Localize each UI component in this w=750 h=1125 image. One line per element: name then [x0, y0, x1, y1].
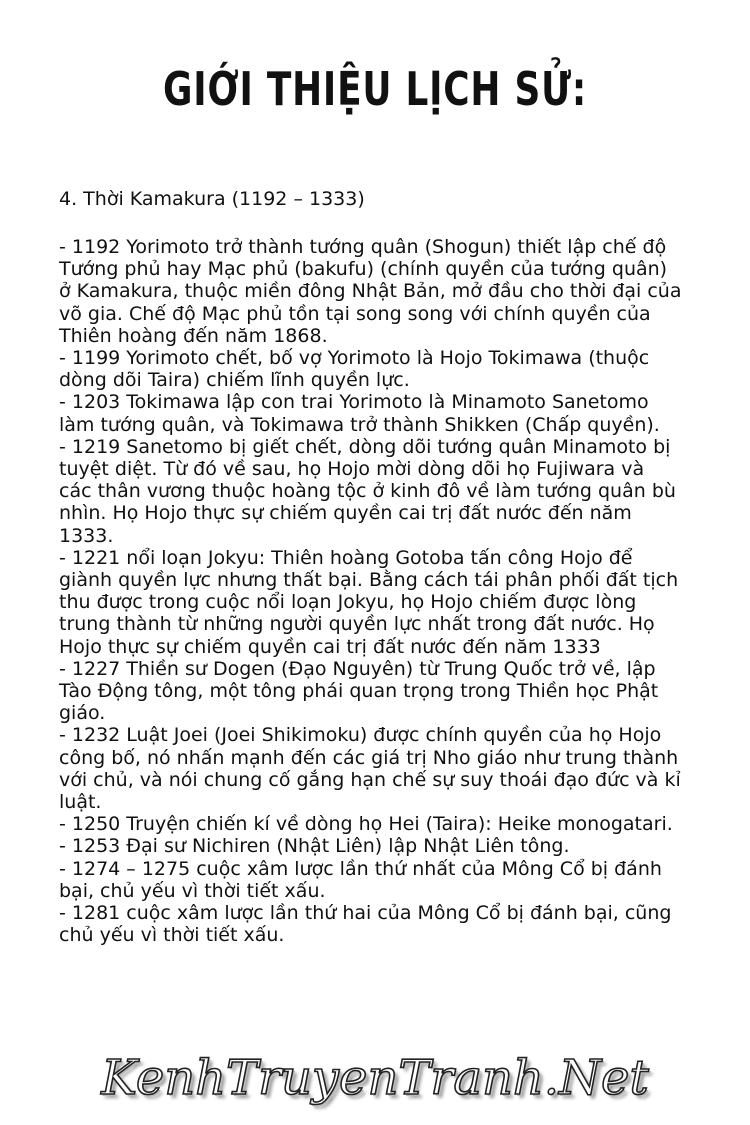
history-entry: [59, 347, 709, 391]
entry-line: - 1219 Sanetomo bị giết chết, dòng dõi tướng quân Minamoto bị: [59, 435, 671, 458]
entry-line: Hojo thực sự chiếm quyền cai trị đất nước đến năm 1333: [59, 635, 601, 658]
entry-line: với chủ, và nói chung cố gắng hạn chế sự suy thoái đạo đức và kỉ: [59, 768, 681, 791]
entry-line: - 1203 Tokimawa lập con trai Yorimoto là Minamoto Sanetomo: [59, 391, 649, 414]
history-entry: [59, 547, 709, 658]
entry-line: thu được trong cuộc nổi loạn Jokyu, họ Hojo chiếm được lòng: [59, 591, 637, 614]
entry-line: - 1232 Luật Joei (Joei Shikimoku) được chính quyền của họ Hojo: [59, 724, 662, 747]
entry-line: làm tướng quân, và Tokimawa trở thành Shikken (Chấp quyền).: [59, 413, 660, 436]
entry-line: 1333.: [59, 524, 114, 547]
watermark-logo: KenhTruyenTranh.Net: [101, 1050, 649, 1106]
entry-line: dòng dõi Taira) chiếm lĩnh quyền lực.: [59, 369, 410, 392]
entry-line: - 1221 nổi loạn Jokyu: Thiên hoàng Gotoba tấn công Hojo để: [59, 546, 633, 569]
history-entry: [59, 902, 709, 946]
entry-line: Tào Động tông, một tông phái quan trọng trong Thiền học Phật: [59, 680, 659, 703]
entry-line: - 1253 Đại sư Nichiren (Nhật Liên) lập Nhật Liên tông.: [59, 835, 570, 858]
history-entry: [59, 813, 709, 835]
entry-line: - 1199 Yorimoto chết, bố vợ Yorimoto là Hojo Tokimawa (thuộc: [59, 347, 650, 370]
entry-line: giáo.: [59, 702, 106, 725]
entry-line: công bố, nó nhấn mạnh đến các giá trị Nho giáo như trung thành: [59, 746, 679, 769]
entry-line: nhìn. Họ Hojo thực sự chiếm quyền cai trị đất nước đến năm: [59, 502, 632, 525]
entry-line: giành quyền lực nhưng thất bại. Bằng cách tái phân phối đất tịch: [59, 569, 679, 592]
page-title: GIỚI THIỆU LỊCH SỬ:: [162, 62, 588, 116]
entry-line: - 1227 Thiền sư Dogen (Đạo Nguyên) từ Trung Quốc trở về, lập: [59, 657, 656, 680]
entry-line: - 1250 Truyện chiến kí về dòng họ Hei (Taira): Heike monogatari.: [59, 813, 673, 836]
entry-line: chủ yếu vì thời tiết xấu.: [59, 924, 285, 947]
entry-line: ở Kamakura, thuộc miền đông Nhật Bản, mở đầu cho thời đại của: [59, 280, 682, 303]
entry-line: - 1192 Yorimoto trở thành tướng quân (Shogun) thiết lập chế độ: [59, 236, 667, 258]
entry-line: bại, chủ yếu vì thời tiết xấu.: [59, 879, 326, 902]
history-entry: [59, 835, 709, 857]
history-entry: [59, 724, 709, 813]
history-entry: [59, 436, 709, 547]
entry-line: - 1281 cuộc xâm lược lần thứ hai của Mông Cổ bị đánh bại, cũng: [59, 902, 672, 925]
entry-line: tuyệt diệt. Từ đó về sau, họ Hojo mời dòng dõi họ Fujiwara và: [59, 458, 645, 481]
history-entry: [59, 858, 709, 902]
entry-line: các thân vương thuộc hoàng tộc ở kinh đô về làm tướng quân bù: [59, 480, 676, 503]
entry-line: luật.: [59, 791, 102, 814]
entry-line: võ gia. Chế độ Mạc phủ tồn tại song song với chính quyền của: [59, 302, 651, 325]
history-entry: [59, 391, 709, 435]
entry-line: Thiên hoàng đến năm 1868.: [59, 324, 328, 347]
history-entry: [59, 236, 709, 347]
entry-line: - 1274 – 1275 cuộc xâm lược lần thứ nhất của Mông Cổ bị đánh: [59, 857, 662, 880]
entry-line: trung thành từ những người quyền lực nhất trong đất nước. Họ: [59, 613, 655, 636]
history-entry: [59, 658, 709, 725]
section-heading: 4. Thời Kamakura (1192 – 1333): [59, 188, 365, 210]
entry-line: Tướng phủ hay Mạc phủ (bakufu) (chính quyền của tướng quân): [59, 258, 668, 281]
history-entries: [59, 236, 709, 947]
